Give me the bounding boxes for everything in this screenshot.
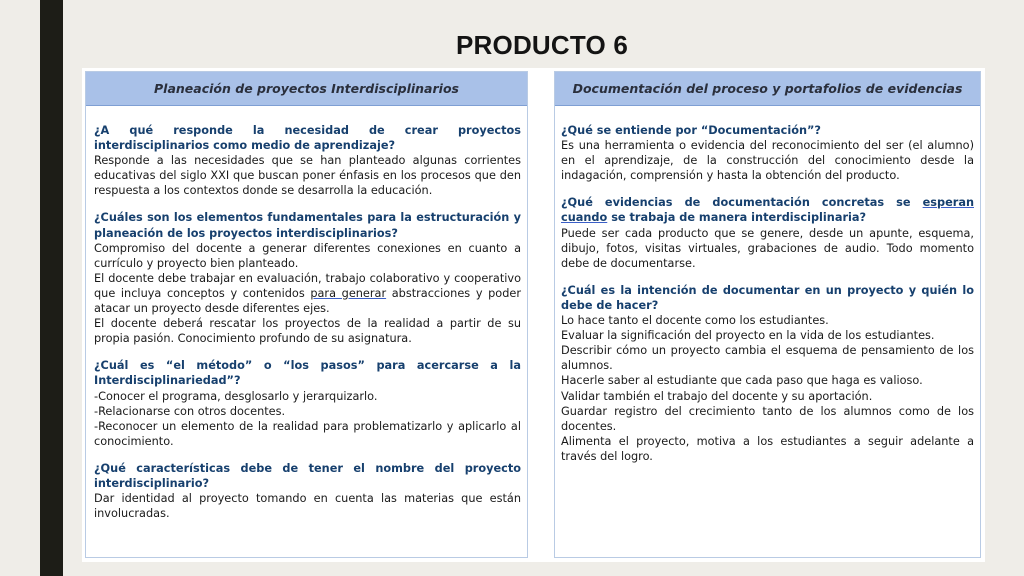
answer-line: -Conocer el programa, desglosarlo y jerarquizarlo. — [94, 389, 378, 403]
left-column-header: Planeación de proyectos Interdisciplinarios — [86, 72, 527, 106]
qa-block — [561, 123, 974, 183]
answer-line: Evaluar la significación del proyecto en la vida de los estudiantes. — [561, 329, 935, 343]
underlined-text: para generar — [310, 286, 387, 300]
answer: Es una herramienta o evidencia del reconocimiento del ser (el alumno) en el aprendizaje, de la construcción del conocimiento desde la indagación, comprensión y hasta la obtención del producto. — [561, 139, 974, 183]
answer — [94, 389, 521, 449]
question-text: se trabaja de manera interdisciplinaria? — [607, 211, 867, 225]
question: ¿Cuál es la intención de documentar en un proyecto y quién lo debe de hacer? — [561, 283, 974, 312]
answer — [94, 241, 521, 347]
answer — [561, 313, 974, 464]
answer-line: El docente deberá rescatar los proyectos de la realidad a partir de su propia pasión. Conocimiento profundo de su asignatura. — [94, 317, 521, 346]
right-column-header: Documentación del proceso y portafolios de evidencias — [555, 72, 980, 106]
qa-block — [94, 358, 521, 449]
answer-line: Compromiso del docente a generar diferentes conexiones en cuanto a currículo y proyecto bien planteado. — [94, 241, 521, 270]
left-column — [85, 71, 528, 558]
content-table — [82, 68, 985, 562]
answer: Dar identidad al proyecto tomando en cuenta las materias que están involucradas. — [94, 492, 521, 521]
answer-line: Hacerle saber al estudiante que cada paso que haga es valioso. — [561, 374, 923, 388]
qa-block — [561, 195, 974, 270]
answer-line: -Reconocer un elemento de la realidad para problematizarlo y aplicarlo al conocimiento. — [94, 419, 521, 448]
answer: Responde a las necesidades que se han planteado algunas corrientes educativas del siglo XXI que buscan poner énfasis en los procesos que den respuesta a los contextos donde se desarrolla la educación. — [94, 154, 521, 198]
answer-text: abstracciones y poder atacar un proyecto desde diferentes ejes. — [94, 286, 521, 316]
answer-line: Lo hace tanto el docente como los estudiantes. — [561, 314, 829, 328]
question: ¿Cuál es “el método” o “los pasos” para acercarse a la Interdisciplinariedad”? — [94, 359, 521, 388]
question: ¿Qué características debe de tener el nombre del proyecto interdisciplinario? — [94, 461, 521, 490]
qa-block — [561, 283, 974, 464]
question: ¿Cuáles son los elementos fundamentales para la estructuración y planeación de los proyectos interdisciplinarios? — [94, 211, 521, 240]
question-text: ¿Qué evidencias de documentación concretas se — [561, 196, 923, 210]
answer: Puede ser cada producto que se genere, desde un apunte, esquema, dibujo, fotos, visitas virtuales, grabaciones de audio. Todo momento debe de documentarse. — [561, 226, 974, 270]
slide-title: PRODUCTO 6 — [456, 30, 628, 60]
qa-block — [94, 461, 521, 521]
qa-block — [94, 210, 521, 346]
right-column-body — [555, 106, 980, 464]
accent-bar — [40, 0, 63, 576]
answer-text: El docente debe trabajar en evaluación, trabajo colaborativo y cooperativo que incluya conceptos y contenidos — [94, 271, 521, 300]
qa-block — [94, 123, 521, 198]
answer-line: Validar también el trabajo del docente y su aportación. — [561, 389, 873, 403]
left-column-body — [86, 106, 527, 521]
question: ¿Qué se entiende por “Documentación”? — [561, 124, 821, 137]
underlined-text: esperan cuando — [561, 196, 974, 225]
answer-line: -Relacionarse con otros docentes. — [94, 404, 286, 418]
answer-line: Guardar registro del crecimiento tanto de los alumnos como de los docentes. — [561, 404, 974, 433]
right-column — [554, 71, 981, 558]
question: ¿A qué responde la necesidad de crear proyectos interdisciplinarios como medio de aprendizaje? — [94, 124, 521, 153]
answer-line: Describir cómo un proyecto cambia el esquema de pensamiento de los alumnos. — [561, 344, 974, 373]
answer-line: Alimenta el proyecto, motiva a los estudiantes a seguir adelante a través del logro. — [561, 434, 974, 463]
answer-line — [94, 271, 521, 316]
question — [561, 195, 974, 225]
